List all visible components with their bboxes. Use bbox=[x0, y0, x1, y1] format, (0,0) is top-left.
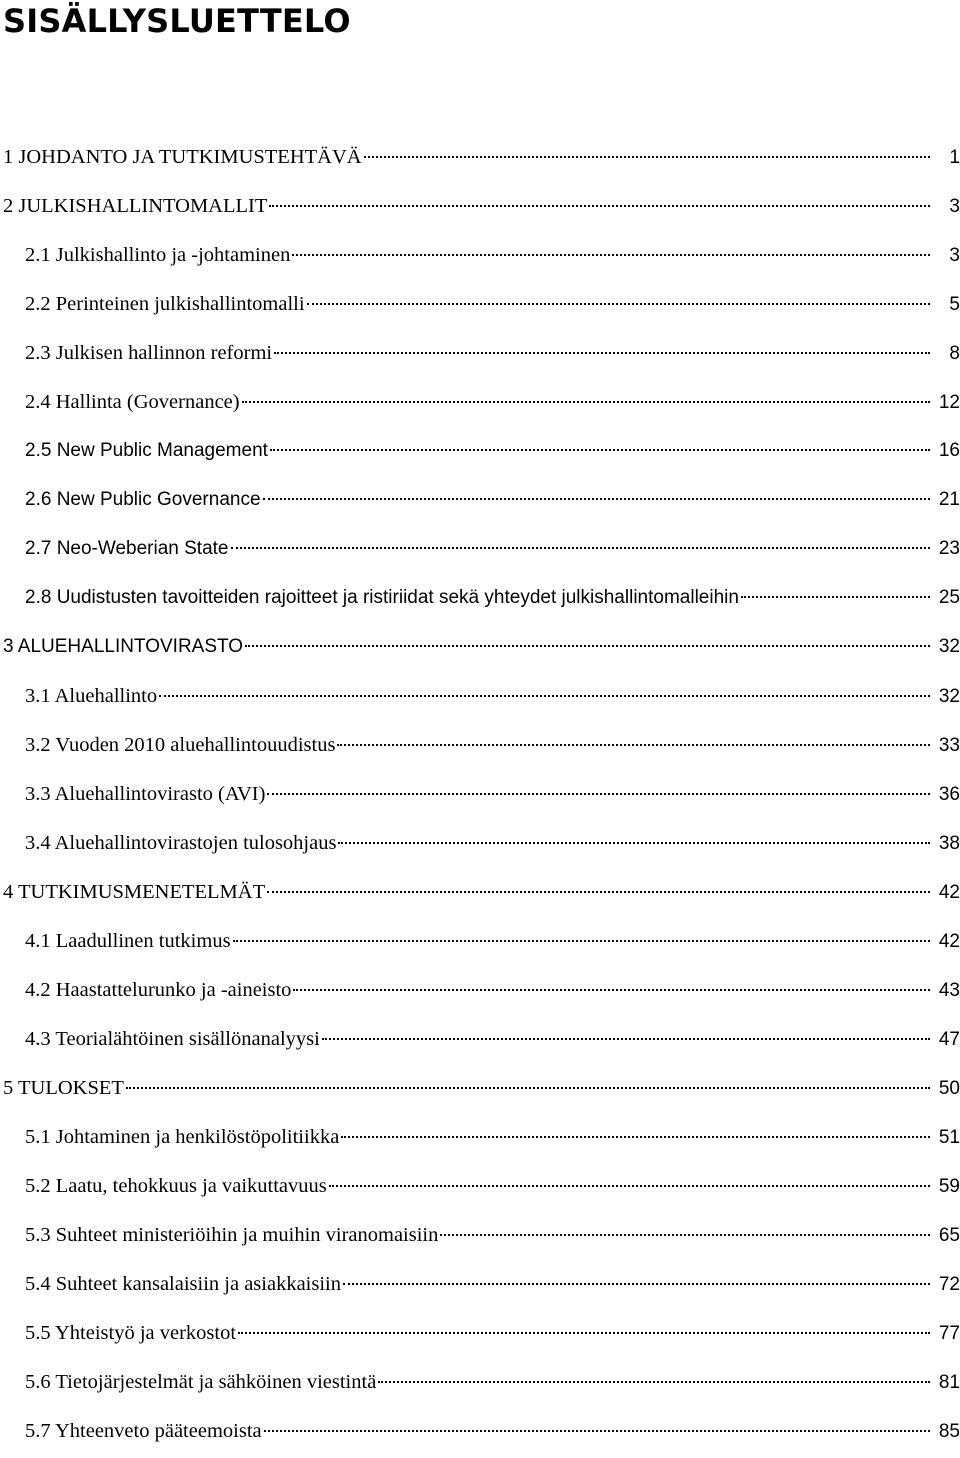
toc-dot-leader bbox=[238, 1332, 930, 1334]
toc-entry[interactable] bbox=[0, 380, 960, 429]
toc-entry[interactable] bbox=[0, 184, 960, 233]
toc-dot-leader bbox=[378, 1381, 930, 1383]
toc-page-number: 23 bbox=[938, 538, 960, 559]
toc-page-number: 32 bbox=[938, 636, 960, 657]
toc-page-number: 42 bbox=[938, 931, 960, 952]
toc-page-number: 16 bbox=[938, 440, 960, 461]
toc-entry-label: 2.3 Julkisen hallinnon reformi bbox=[25, 342, 273, 364]
toc-entry[interactable] bbox=[0, 331, 960, 380]
toc-entry-label: 4.2 Haastattelurunko ja -aineisto bbox=[25, 979, 292, 1001]
toc-dot-leader bbox=[338, 842, 930, 844]
toc-entry-label: 5 TULOKSET bbox=[3, 1077, 124, 1099]
toc-entry-label: 2.5 New Public Management bbox=[25, 440, 268, 461]
toc-entry-label: 2.8 Uudistusten tavoitteiden rajoitteet ja ristiriidat sekä yhteydet julkishallintomalleihin bbox=[25, 587, 739, 608]
toc-dot-leader bbox=[292, 254, 930, 256]
toc-entry-label: 4.1 Laadullinen tutkimus bbox=[25, 930, 231, 952]
toc-page-number: 51 bbox=[938, 1127, 960, 1148]
toc-entry-label: 1 JOHDANTO JA TUTKIMUSTEHTÄVÄ bbox=[3, 146, 362, 168]
toc-page-number: 43 bbox=[938, 980, 960, 1001]
toc-entry[interactable] bbox=[0, 135, 960, 184]
toc-dot-leader bbox=[329, 1185, 930, 1187]
toc-page-number: 8 bbox=[949, 343, 960, 364]
toc-entry[interactable] bbox=[0, 1360, 960, 1409]
toc-entry[interactable] bbox=[0, 1262, 960, 1311]
toc-entry-label: 2.2 Perinteinen julkishallintomalli bbox=[25, 293, 305, 315]
toc-page-number: 77 bbox=[938, 1323, 960, 1344]
toc-dot-leader bbox=[245, 645, 930, 647]
toc-entry[interactable] bbox=[0, 674, 960, 723]
toc-entry[interactable] bbox=[0, 233, 960, 282]
toc-page-number: 36 bbox=[938, 784, 960, 805]
toc-dot-leader bbox=[337, 744, 930, 746]
toc-entry[interactable] bbox=[0, 576, 960, 625]
toc-dot-leader bbox=[126, 1087, 930, 1089]
toc-entry-label: 3.3 Aluehallintovirasto (AVI) bbox=[25, 783, 266, 805]
toc-entry[interactable] bbox=[0, 968, 960, 1017]
toc-entry-label: 2.4 Hallinta (Governance) bbox=[25, 391, 240, 413]
toc-dot-leader bbox=[267, 891, 930, 893]
toc-entry-label: 4.3 Teorialähtöinen sisällönanalyysi bbox=[25, 1028, 320, 1050]
toc-entry[interactable] bbox=[0, 821, 960, 870]
toc-entry[interactable] bbox=[0, 1115, 960, 1164]
toc-entry-label: 3 ALUEHALLINTOVIRASTO bbox=[3, 636, 244, 657]
toc-entry[interactable] bbox=[0, 1017, 960, 1066]
toc-dot-leader bbox=[322, 1038, 930, 1040]
toc-dot-leader bbox=[233, 940, 930, 942]
toc-entry[interactable] bbox=[0, 478, 960, 527]
toc-entry-label: 3.1 Aluehallinto bbox=[25, 685, 158, 707]
toc-entry[interactable] bbox=[0, 1066, 960, 1115]
toc-entry-label: 5.2 Laatu, tehokkuus ja vaikuttavuus bbox=[25, 1175, 327, 1197]
toc-page-number: 85 bbox=[938, 1421, 960, 1442]
toc-dot-leader bbox=[270, 449, 930, 451]
toc-entry-label: 2.7 Neo-Weberian State bbox=[25, 538, 229, 559]
toc-page-number: 65 bbox=[938, 1225, 960, 1246]
toc-entry[interactable] bbox=[0, 1213, 960, 1262]
toc-page-number: 33 bbox=[938, 735, 960, 756]
toc-entry[interactable] bbox=[0, 282, 960, 331]
toc-page-number: 38 bbox=[938, 833, 960, 854]
toc-entry[interactable] bbox=[0, 723, 960, 772]
toc-page-number: 32 bbox=[938, 686, 960, 707]
toc-dot-leader bbox=[293, 989, 930, 991]
toc-dot-leader bbox=[263, 498, 930, 500]
toc-page-number: 3 bbox=[949, 196, 960, 217]
toc-page-number: 25 bbox=[938, 587, 960, 608]
toc-entry[interactable] bbox=[0, 625, 960, 674]
toc-entry-label: 5.1 Johtaminen ja henkilöstöpolitiikka bbox=[25, 1126, 340, 1148]
toc-page-number: 72 bbox=[938, 1274, 960, 1295]
toc-entry-label: 5.5 Yhteistyö ja verkostot bbox=[25, 1322, 237, 1344]
toc-dot-leader bbox=[741, 596, 930, 598]
toc-dot-leader bbox=[231, 547, 931, 549]
toc-dot-leader bbox=[159, 695, 930, 697]
toc-entry[interactable] bbox=[0, 772, 960, 821]
toc-page-number: 50 bbox=[938, 1078, 960, 1099]
toc-entry-label: 5.3 Suhteet ministeriöihin ja muihin viranomaisiin bbox=[25, 1224, 439, 1246]
toc-entry-label: 3.2 Vuoden 2010 aluehallintouudistus bbox=[25, 734, 336, 756]
toc-entry[interactable] bbox=[0, 919, 960, 968]
toc-entry-label: 5.4 Suhteet kansalaisiin ja asiakkaisiin bbox=[25, 1273, 341, 1295]
toc-dot-leader bbox=[307, 303, 930, 305]
toc-dot-leader bbox=[264, 1430, 930, 1432]
toc-dot-leader bbox=[274, 352, 930, 354]
toc-entry[interactable] bbox=[0, 1311, 960, 1360]
toc-entry[interactable] bbox=[0, 1409, 960, 1458]
toc-entry-label: 2 JULKISHALLINTOMALLIT bbox=[3, 195, 268, 217]
toc-entry-label: 2.6 New Public Governance bbox=[25, 489, 261, 510]
table-of-contents bbox=[0, 135, 960, 1458]
toc-dot-leader bbox=[341, 1136, 930, 1138]
toc-entry-label: 5.6 Tietojärjestelmät ja sähköinen viestintä bbox=[25, 1371, 377, 1393]
toc-dot-leader bbox=[269, 205, 930, 207]
toc-page-number: 5 bbox=[949, 294, 960, 315]
toc-page-number: 1 bbox=[949, 147, 960, 168]
toc-entry[interactable] bbox=[0, 870, 960, 919]
toc-dot-leader bbox=[242, 401, 930, 403]
toc-dot-leader bbox=[343, 1283, 930, 1285]
toc-entry-label: 3.4 Aluehallintovirastojen tulosohjaus bbox=[25, 832, 337, 854]
toc-page-number: 12 bbox=[938, 392, 960, 413]
toc-dot-leader bbox=[364, 156, 930, 158]
toc-entry-label: 2.1 Julkishallinto ja -johtaminen bbox=[25, 244, 291, 266]
page-title: SISÄLLYSLUETTELO bbox=[3, 2, 351, 40]
toc-dot-leader bbox=[440, 1234, 930, 1236]
toc-entry[interactable] bbox=[0, 429, 960, 478]
toc-page-number: 42 bbox=[938, 882, 960, 903]
toc-page-number: 3 bbox=[949, 245, 960, 266]
toc-page-number: 81 bbox=[938, 1372, 960, 1393]
toc-entry-label: 5.7 Yhteenveto pääteemoista bbox=[25, 1420, 262, 1442]
toc-entry[interactable] bbox=[0, 527, 960, 576]
toc-entry-label: 4 TUTKIMUSMENETELMÄT bbox=[3, 881, 266, 903]
toc-page-number: 21 bbox=[938, 489, 960, 510]
toc-dot-leader bbox=[267, 793, 930, 795]
toc-page-number: 59 bbox=[938, 1176, 960, 1197]
toc-entry[interactable] bbox=[0, 1164, 960, 1213]
toc-page-number: 47 bbox=[938, 1029, 960, 1050]
